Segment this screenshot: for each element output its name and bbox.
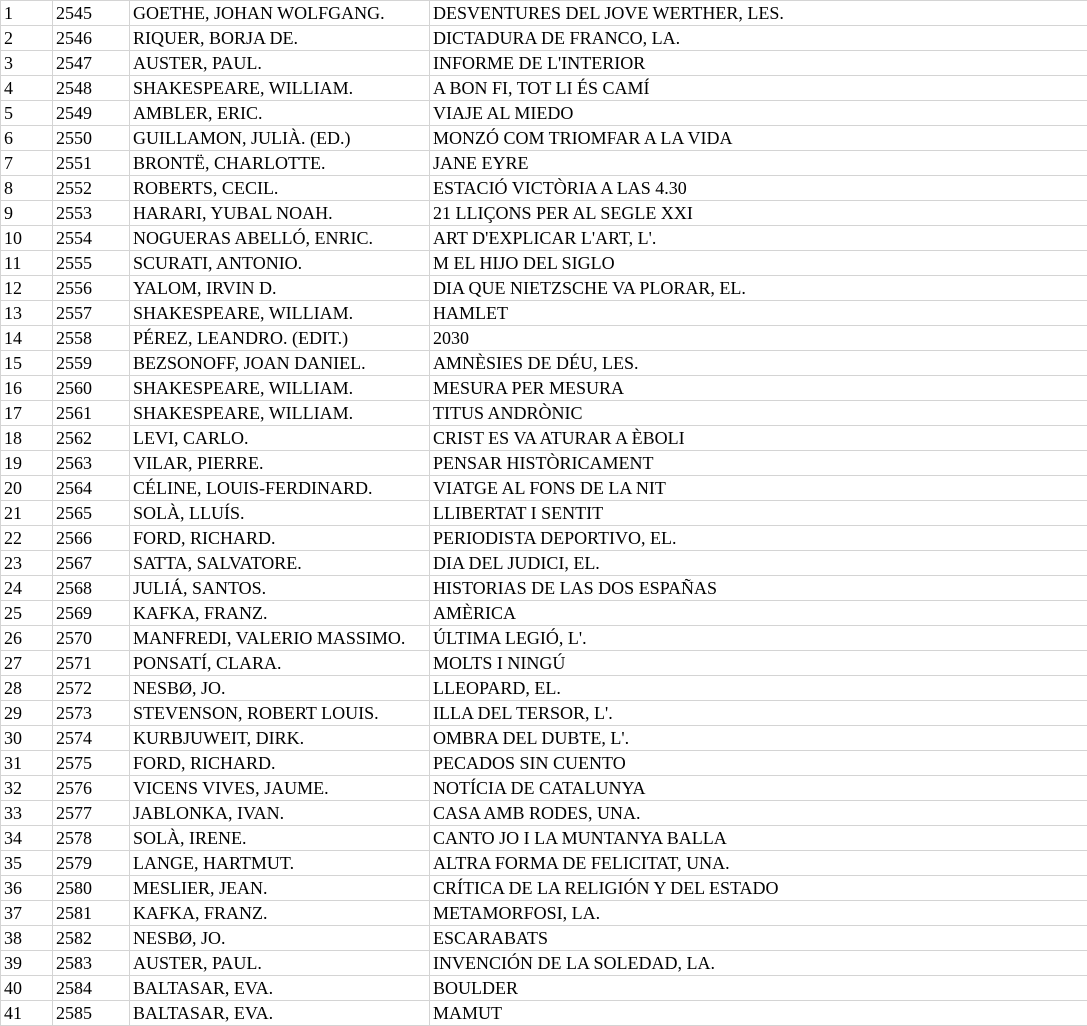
title-cell[interactable]: MOLTS I NINGÚ — [430, 651, 1087, 676]
table-row — [1, 951, 1087, 976]
table-row — [1, 1001, 1087, 1026]
author-cell[interactable]: GUILLAMON, JULIÀ. (ED.) — [130, 126, 430, 151]
title-cell[interactable]: METAMORFOSI, LA. — [430, 901, 1087, 926]
author-cell[interactable]: NESBØ, JO. — [130, 676, 430, 701]
title-cell[interactable]: INFORME DE L'INTERIOR — [430, 51, 1087, 76]
table-row — [1, 201, 1087, 226]
table-body — [1, 1, 1087, 1026]
code-cell[interactable]: 2573 — [53, 701, 130, 726]
row-number-cell[interactable]: 35 — [1, 851, 53, 876]
title-cell[interactable]: 2030 — [430, 326, 1087, 351]
table-row — [1, 876, 1087, 901]
title-cell[interactable]: PERIODISTA DEPORTIVO, EL. — [430, 526, 1087, 551]
title-cell[interactable]: M EL HIJO DEL SIGLO — [430, 251, 1087, 276]
code-cell[interactable]: 2583 — [53, 951, 130, 976]
title-cell[interactable]: ALTRA FORMA DE FELICITAT, UNA. — [430, 851, 1087, 876]
row-number-cell[interactable]: 40 — [1, 976, 53, 1001]
code-cell[interactable]: 2571 — [53, 651, 130, 676]
author-cell[interactable]: BRONTË, CHARLOTTE. — [130, 151, 430, 176]
author-cell[interactable]: KAFKA, FRANZ. — [130, 601, 430, 626]
table-row — [1, 626, 1087, 651]
title-cell[interactable]: MONZÓ COM TRIOMFAR A LA VIDA — [430, 126, 1087, 151]
title-cell[interactable]: CRIST ES VA ATURAR A ÈBOLI — [430, 426, 1087, 451]
table-row — [1, 851, 1087, 876]
table-row — [1, 676, 1087, 701]
author-cell[interactable]: KURBJUWEIT, DIRK. — [130, 726, 430, 751]
code-cell[interactable]: 2580 — [53, 876, 130, 901]
title-cell[interactable]: HAMLET — [430, 301, 1087, 326]
code-cell[interactable]: 2548 — [53, 76, 130, 101]
code-cell[interactable]: 2554 — [53, 226, 130, 251]
code-cell[interactable]: 2578 — [53, 826, 130, 851]
code-cell[interactable]: 2553 — [53, 201, 130, 226]
author-cell[interactable]: SOLÀ, LLUÍS. — [130, 501, 430, 526]
title-cell[interactable]: MAMUT — [430, 1001, 1087, 1026]
table-row — [1, 126, 1087, 151]
table-row — [1, 151, 1087, 176]
table-row — [1, 326, 1087, 351]
row-number-cell[interactable]: 27 — [1, 651, 53, 676]
author-cell[interactable]: SHAKESPEARE, WILLIAM. — [130, 401, 430, 426]
row-number-cell[interactable]: 41 — [1, 1001, 53, 1026]
author-cell[interactable]: BALTASAR, EVA. — [130, 1001, 430, 1026]
row-number-cell[interactable]: 13 — [1, 301, 53, 326]
table-row — [1, 426, 1087, 451]
code-cell[interactable]: 2549 — [53, 101, 130, 126]
author-cell[interactable]: NESBØ, JO. — [130, 926, 430, 951]
table-row — [1, 176, 1087, 201]
row-number-cell[interactable]: 14 — [1, 326, 53, 351]
code-cell[interactable]: 2551 — [53, 151, 130, 176]
code-cell[interactable]: 2582 — [53, 926, 130, 951]
title-cell[interactable]: AMÈRICA — [430, 601, 1087, 626]
row-number-cell[interactable]: 36 — [1, 876, 53, 901]
table-row — [1, 776, 1087, 801]
table-row — [1, 451, 1087, 476]
title-cell[interactable]: DICTADURA DE FRANCO, LA. — [430, 26, 1087, 51]
author-cell[interactable]: FORD, RICHARD. — [130, 751, 430, 776]
table-row — [1, 101, 1087, 126]
row-number-cell[interactable]: 17 — [1, 401, 53, 426]
code-cell[interactable]: 2563 — [53, 451, 130, 476]
author-cell[interactable]: YALOM, IRVIN D. — [130, 276, 430, 301]
table-row — [1, 551, 1087, 576]
code-cell[interactable]: 2568 — [53, 576, 130, 601]
code-cell[interactable]: 2575 — [53, 751, 130, 776]
code-cell[interactable]: 2570 — [53, 626, 130, 651]
code-cell[interactable]: 2560 — [53, 376, 130, 401]
code-cell[interactable]: 2584 — [53, 976, 130, 1001]
table-row — [1, 251, 1087, 276]
table-row — [1, 1, 1087, 26]
title-cell[interactable]: TITUS ANDRÒNIC — [430, 401, 1087, 426]
title-cell[interactable]: CANTO JO I LA MUNTANYA BALLA — [430, 826, 1087, 851]
author-cell[interactable]: SHAKESPEARE, WILLIAM. — [130, 376, 430, 401]
author-cell[interactable]: NOGUERAS ABELLÓ, ENRIC. — [130, 226, 430, 251]
row-number-cell[interactable]: 20 — [1, 476, 53, 501]
author-cell[interactable]: SHAKESPEARE, WILLIAM. — [130, 76, 430, 101]
author-cell[interactable]: PONSATÍ, CLARA. — [130, 651, 430, 676]
row-number-cell[interactable]: 29 — [1, 701, 53, 726]
row-number-cell[interactable]: 32 — [1, 776, 53, 801]
code-cell[interactable]: 2577 — [53, 801, 130, 826]
table-row — [1, 526, 1087, 551]
code-cell[interactable]: 2547 — [53, 51, 130, 76]
title-cell[interactable]: MESURA PER MESURA — [430, 376, 1087, 401]
author-cell[interactable]: FORD, RICHARD. — [130, 526, 430, 551]
row-number-cell[interactable]: 33 — [1, 801, 53, 826]
author-cell[interactable]: AUSTER, PAUL. — [130, 951, 430, 976]
row-number-cell[interactable]: 21 — [1, 501, 53, 526]
code-cell[interactable]: 2569 — [53, 601, 130, 626]
code-cell[interactable]: 2576 — [53, 776, 130, 801]
row-number-cell[interactable]: 19 — [1, 451, 53, 476]
table-row — [1, 701, 1087, 726]
author-cell[interactable]: JULIÁ, SANTOS. — [130, 576, 430, 601]
title-cell[interactable]: PECADOS SIN CUENTO — [430, 751, 1087, 776]
code-cell[interactable]: 2585 — [53, 1001, 130, 1026]
row-number-cell[interactable]: 26 — [1, 626, 53, 651]
title-cell[interactable]: 21 LLIÇONS PER AL SEGLE XXI — [430, 201, 1087, 226]
title-cell[interactable]: ILLA DEL TERSOR, L'. — [430, 701, 1087, 726]
row-number-cell[interactable]: 18 — [1, 426, 53, 451]
table-row — [1, 376, 1087, 401]
title-cell[interactable]: VIATGE AL FONS DE LA NIT — [430, 476, 1087, 501]
table-row — [1, 351, 1087, 376]
row-number-cell[interactable]: 6 — [1, 126, 53, 151]
code-cell[interactable]: 2558 — [53, 326, 130, 351]
author-cell[interactable]: SOLÀ, IRENE. — [130, 826, 430, 851]
title-cell[interactable]: LLIBERTAT I SENTIT — [430, 501, 1087, 526]
row-number-cell[interactable]: 8 — [1, 176, 53, 201]
table-row — [1, 826, 1087, 851]
row-number-cell[interactable]: 25 — [1, 601, 53, 626]
row-number-cell[interactable]: 22 — [1, 526, 53, 551]
author-cell[interactable]: LEVI, CARLO. — [130, 426, 430, 451]
title-cell[interactable]: PENSAR HISTÒRICAMENT — [430, 451, 1087, 476]
author-cell[interactable]: VICENS VIVES, JAUME. — [130, 776, 430, 801]
row-number-cell[interactable]: 34 — [1, 826, 53, 851]
table-row — [1, 501, 1087, 526]
title-cell[interactable]: NOTÍCIA DE CATALUNYA — [430, 776, 1087, 801]
code-cell[interactable]: 2566 — [53, 526, 130, 551]
author-cell[interactable]: GOETHE, JOHAN WOLFGANG. — [130, 1, 430, 26]
author-cell[interactable]: JABLONKA, IVAN. — [130, 801, 430, 826]
row-number-cell[interactable]: 7 — [1, 151, 53, 176]
code-cell[interactable]: 2579 — [53, 851, 130, 876]
row-number-cell[interactable]: 28 — [1, 676, 53, 701]
title-cell[interactable]: JANE EYRE — [430, 151, 1087, 176]
row-number-cell[interactable]: 5 — [1, 101, 53, 126]
code-cell[interactable]: 2561 — [53, 401, 130, 426]
title-cell[interactable]: VIAJE AL MIEDO — [430, 101, 1087, 126]
table-row — [1, 401, 1087, 426]
row-number-cell[interactable]: 1 — [1, 1, 53, 26]
title-cell[interactable]: ESCARABATS — [430, 926, 1087, 951]
code-cell[interactable]: 2546 — [53, 26, 130, 51]
title-cell[interactable]: ESTACIÓ VICTÒRIA A LAS 4.30 — [430, 176, 1087, 201]
author-cell[interactable]: MESLIER, JEAN. — [130, 876, 430, 901]
table-row — [1, 601, 1087, 626]
row-number-cell[interactable]: 15 — [1, 351, 53, 376]
code-cell[interactable]: 2572 — [53, 676, 130, 701]
table-row — [1, 51, 1087, 76]
title-cell[interactable]: A BON FI, TOT LI ÉS CAMÍ — [430, 76, 1087, 101]
author-cell[interactable]: PÉREZ, LEANDRO. (EDIT.) — [130, 326, 430, 351]
title-cell[interactable]: ART D'EXPLICAR L'ART, L'. — [430, 226, 1087, 251]
table-row — [1, 926, 1087, 951]
code-cell[interactable]: 2556 — [53, 276, 130, 301]
author-cell[interactable]: VILAR, PIERRE. — [130, 451, 430, 476]
table-row — [1, 576, 1087, 601]
author-cell[interactable]: RIQUER, BORJA DE. — [130, 26, 430, 51]
code-cell[interactable]: 2557 — [53, 301, 130, 326]
author-cell[interactable]: KAFKA, FRANZ. — [130, 901, 430, 926]
author-cell[interactable]: LANGE, HARTMUT. — [130, 851, 430, 876]
table-row — [1, 651, 1087, 676]
title-cell[interactable]: CASA AMB RODES, UNA. — [430, 801, 1087, 826]
row-number-cell[interactable]: 30 — [1, 726, 53, 751]
row-number-cell[interactable]: 11 — [1, 251, 53, 276]
author-cell[interactable]: ROBERTS, CECIL. — [130, 176, 430, 201]
code-cell[interactable]: 2559 — [53, 351, 130, 376]
code-cell[interactable]: 2552 — [53, 176, 130, 201]
title-cell[interactable]: HISTORIAS DE LAS DOS ESPAÑAS — [430, 576, 1087, 601]
author-cell[interactable]: AUSTER, PAUL. — [130, 51, 430, 76]
row-number-cell[interactable]: 24 — [1, 576, 53, 601]
author-cell[interactable]: BEZSONOFF, JOAN DANIEL. — [130, 351, 430, 376]
row-number-cell[interactable]: 31 — [1, 751, 53, 776]
table-row — [1, 26, 1087, 51]
code-cell[interactable]: 2562 — [53, 426, 130, 451]
row-number-cell[interactable]: 16 — [1, 376, 53, 401]
title-cell[interactable]: DIA QUE NIETZSCHE VA PLORAR, EL. — [430, 276, 1087, 301]
row-number-cell[interactable]: 3 — [1, 51, 53, 76]
title-cell[interactable]: LLEOPARD, EL. — [430, 676, 1087, 701]
title-cell[interactable]: DIA DEL JUDICI, EL. — [430, 551, 1087, 576]
title-cell[interactable]: AMNÈSIES DE DÉU, LES. — [430, 351, 1087, 376]
row-number-cell[interactable]: 37 — [1, 901, 53, 926]
row-number-cell[interactable]: 9 — [1, 201, 53, 226]
table-row — [1, 276, 1087, 301]
code-cell[interactable]: 2565 — [53, 501, 130, 526]
table-row — [1, 801, 1087, 826]
author-cell[interactable]: SCURATI, ANTONIO. — [130, 251, 430, 276]
code-cell[interactable]: 2564 — [53, 476, 130, 501]
author-cell[interactable]: SATTA, SALVATORE. — [130, 551, 430, 576]
row-number-cell[interactable]: 39 — [1, 951, 53, 976]
code-cell[interactable]: 2581 — [53, 901, 130, 926]
row-number-cell[interactable]: 23 — [1, 551, 53, 576]
code-cell[interactable]: 2555 — [53, 251, 130, 276]
title-cell[interactable]: CRÍTICA DE LA RELIGIÓN Y DEL ESTADO — [430, 876, 1087, 901]
row-number-cell[interactable]: 4 — [1, 76, 53, 101]
author-cell[interactable]: AMBLER, ERIC. — [130, 101, 430, 126]
row-number-cell[interactable]: 12 — [1, 276, 53, 301]
code-cell[interactable]: 2545 — [53, 1, 130, 26]
title-cell[interactable]: DESVENTURES DEL JOVE WERTHER, LES. — [430, 1, 1087, 26]
author-cell[interactable]: SHAKESPEARE, WILLIAM. — [130, 301, 430, 326]
row-number-cell[interactable]: 38 — [1, 926, 53, 951]
title-cell[interactable]: BOULDER — [430, 976, 1087, 1001]
table-row — [1, 301, 1087, 326]
table-row — [1, 751, 1087, 776]
code-cell[interactable]: 2574 — [53, 726, 130, 751]
author-cell[interactable]: BALTASAR, EVA. — [130, 976, 430, 1001]
table-row — [1, 901, 1087, 926]
title-cell[interactable]: OMBRA DEL DUBTE, L'. — [430, 726, 1087, 751]
table-row — [1, 76, 1087, 101]
table-row — [1, 726, 1087, 751]
table-row — [1, 976, 1087, 1001]
row-number-cell[interactable]: 10 — [1, 226, 53, 251]
author-cell[interactable]: STEVENSON, ROBERT LOUIS. — [130, 701, 430, 726]
author-cell[interactable]: HARARI, YUBAL NOAH. — [130, 201, 430, 226]
row-number-cell[interactable]: 2 — [1, 26, 53, 51]
code-cell[interactable]: 2567 — [53, 551, 130, 576]
code-cell[interactable]: 2550 — [53, 126, 130, 151]
table-row — [1, 226, 1087, 251]
author-cell[interactable]: CÉLINE, LOUIS-FERDINARD. — [130, 476, 430, 501]
table-row — [1, 476, 1087, 501]
title-cell[interactable]: INVENCIÓN DE LA SOLEDAD, LA. — [430, 951, 1087, 976]
title-cell[interactable]: ÚLTIMA LEGIÓ, L'. — [430, 626, 1087, 651]
author-cell[interactable]: MANFREDI, VALERIO MASSIMO. — [130, 626, 430, 651]
